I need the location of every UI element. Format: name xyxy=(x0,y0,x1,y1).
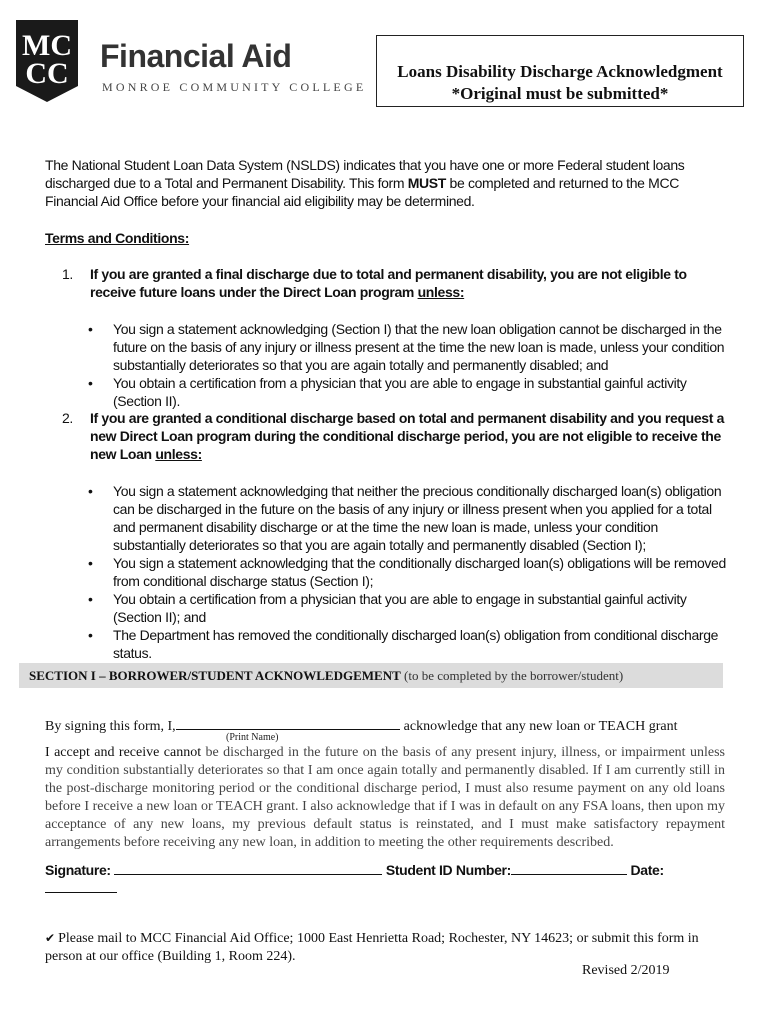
intro-part1: The National Student Loan Data System (NSLDS) indicates that you have one or more Federal student loans discharged due to a Total and Permanent Disability. This form xyxy=(45,157,685,191)
print-name-line xyxy=(45,715,735,736)
signature-label: Signature: xyxy=(45,862,111,878)
student-id-label: Student ID Number: xyxy=(385,862,511,878)
list-item: • You sign a statement acknowledging (Section I) that the new loan obligation cannot be discharged in the future on the basis of any injury or illness present at the time the new loan is made, unless your condition substantially deteriorates so that you are again totally and permanently disabled; and xyxy=(88,321,725,373)
sign-prefix: By signing this form, I, xyxy=(45,719,176,734)
section-1-header xyxy=(19,663,723,688)
section-1-title: SECTION I – BORROWER/STUDENT ACKNOWLEDGEMENT xyxy=(29,668,401,683)
form-title: Loans Disability Discharge Acknowledgment xyxy=(397,62,723,81)
mcc-logo-shield xyxy=(16,20,78,102)
acknowledgement-paragraph xyxy=(45,744,725,852)
brand-title: Financial Aid xyxy=(100,38,292,74)
logo-letters-bottom: CC xyxy=(25,57,69,90)
term-2-bullets xyxy=(88,482,728,662)
checkmark-icon: ✔ xyxy=(45,931,56,945)
mail-instructions xyxy=(45,929,735,966)
form-title-box xyxy=(376,35,744,107)
print-name-field[interactable] xyxy=(176,715,400,730)
student-id-field[interactable] xyxy=(511,860,627,875)
date-label: Date: xyxy=(630,862,664,878)
ack-body: be discharged in the future on the basis of any present injury, illness, or impairment unless my condition substantially deteriorates so that I am once again totally and permanently disabled. If I am currently still in the post-discharge monitoring period or the conditional discharge period, I must also resume payment on any old loans before I receive a new loan or TEACH grant. I also acknowledge that if I was in default on any FSA loans, then upon my acceptance of any new loans, my previous default status is reinstated, and I must make satisfactory repayment arrangements before receiving any new loan, in addition to meeting the other requirements described. xyxy=(45,745,725,850)
term-item-number: 1. xyxy=(62,266,73,282)
mail-text: Please mail to MCC Financial Aid Office; 1000 East Henrietta Road; Rochester, NY 14623; or submit this form in person at our office (Building 1, Room 224). xyxy=(45,931,699,964)
list-item: • You obtain a certification from a physician that you are able to engage in substantial gainful activity (Section II); and xyxy=(88,591,687,625)
term-item-unless: unless: xyxy=(417,284,465,300)
intro-paragraph xyxy=(45,156,735,210)
intro-part2: be completed and returned to the MCC Financial Aid Office before your financial aid eligibility may be determined. xyxy=(45,175,679,209)
bullet-icon: • xyxy=(88,321,93,337)
bullet-icon: • xyxy=(88,627,93,643)
bullet-icon: • xyxy=(88,483,93,499)
term-item-text: If you are granted a final discharge due to total and permanent disability, you are not eligible to receive future loans under the Direct Loan program unless: xyxy=(90,266,687,300)
list-item: • You sign a statement acknowledging that the conditionally discharged loan(s) obligations will be removed from conditional discharge status (Section I); xyxy=(88,555,726,589)
list-item: • You obtain a certification from a physician that you are able to engage in substantial gainful activity (Section II). xyxy=(88,375,687,409)
term-item-text: If you are granted a conditional discharge based on total and permanent disability and you request a new Direct Loan program during the conditional discharge period, you are not eligible to receive the new Loan unless: xyxy=(90,410,725,462)
signature-field[interactable] xyxy=(114,860,382,875)
term-1-bullets xyxy=(88,320,728,410)
bullet-icon: • xyxy=(88,375,93,391)
date-field[interactable] xyxy=(45,878,117,893)
list-item: • You sign a statement acknowledging that neither the precious conditionally discharged loan(s) obligation can be discharged in the future on the basis of any injury or illness present when you applied for a total and permanent disability discharge or at the time the new loan is made, unless your condition substantially deteriorates so that you are again totally and permanently disabled (Section I); xyxy=(88,483,722,553)
section-1-note: (to be completed by the borrower/student) xyxy=(404,668,624,683)
term-item-unless: unless: xyxy=(155,446,202,462)
list-item: • The Department has removed the conditionally discharged loan(s) obligation from conditional discharge status. xyxy=(88,627,719,661)
brand-subtitle: MONROE COMMUNITY COLLEGE xyxy=(102,80,367,94)
form-original-note: *Original must be submitted* xyxy=(451,84,669,103)
intro-must: MUST xyxy=(407,175,446,191)
ack-lead: I accept and receive cannot xyxy=(45,745,202,760)
logo-letters-top: MC xyxy=(22,29,72,62)
terms-heading: Terms and Conditions: xyxy=(45,230,190,246)
bullet-icon: • xyxy=(88,591,93,607)
bullet-icon: • xyxy=(88,555,93,571)
sign-suffix: acknowledge that any new loan or TEACH grant xyxy=(403,719,678,734)
term-item-number: 2. xyxy=(62,410,73,426)
print-name-label: (Print Name) xyxy=(226,732,279,743)
revision-date: Revised 2/2019 xyxy=(582,963,670,978)
signature-row xyxy=(45,860,735,896)
